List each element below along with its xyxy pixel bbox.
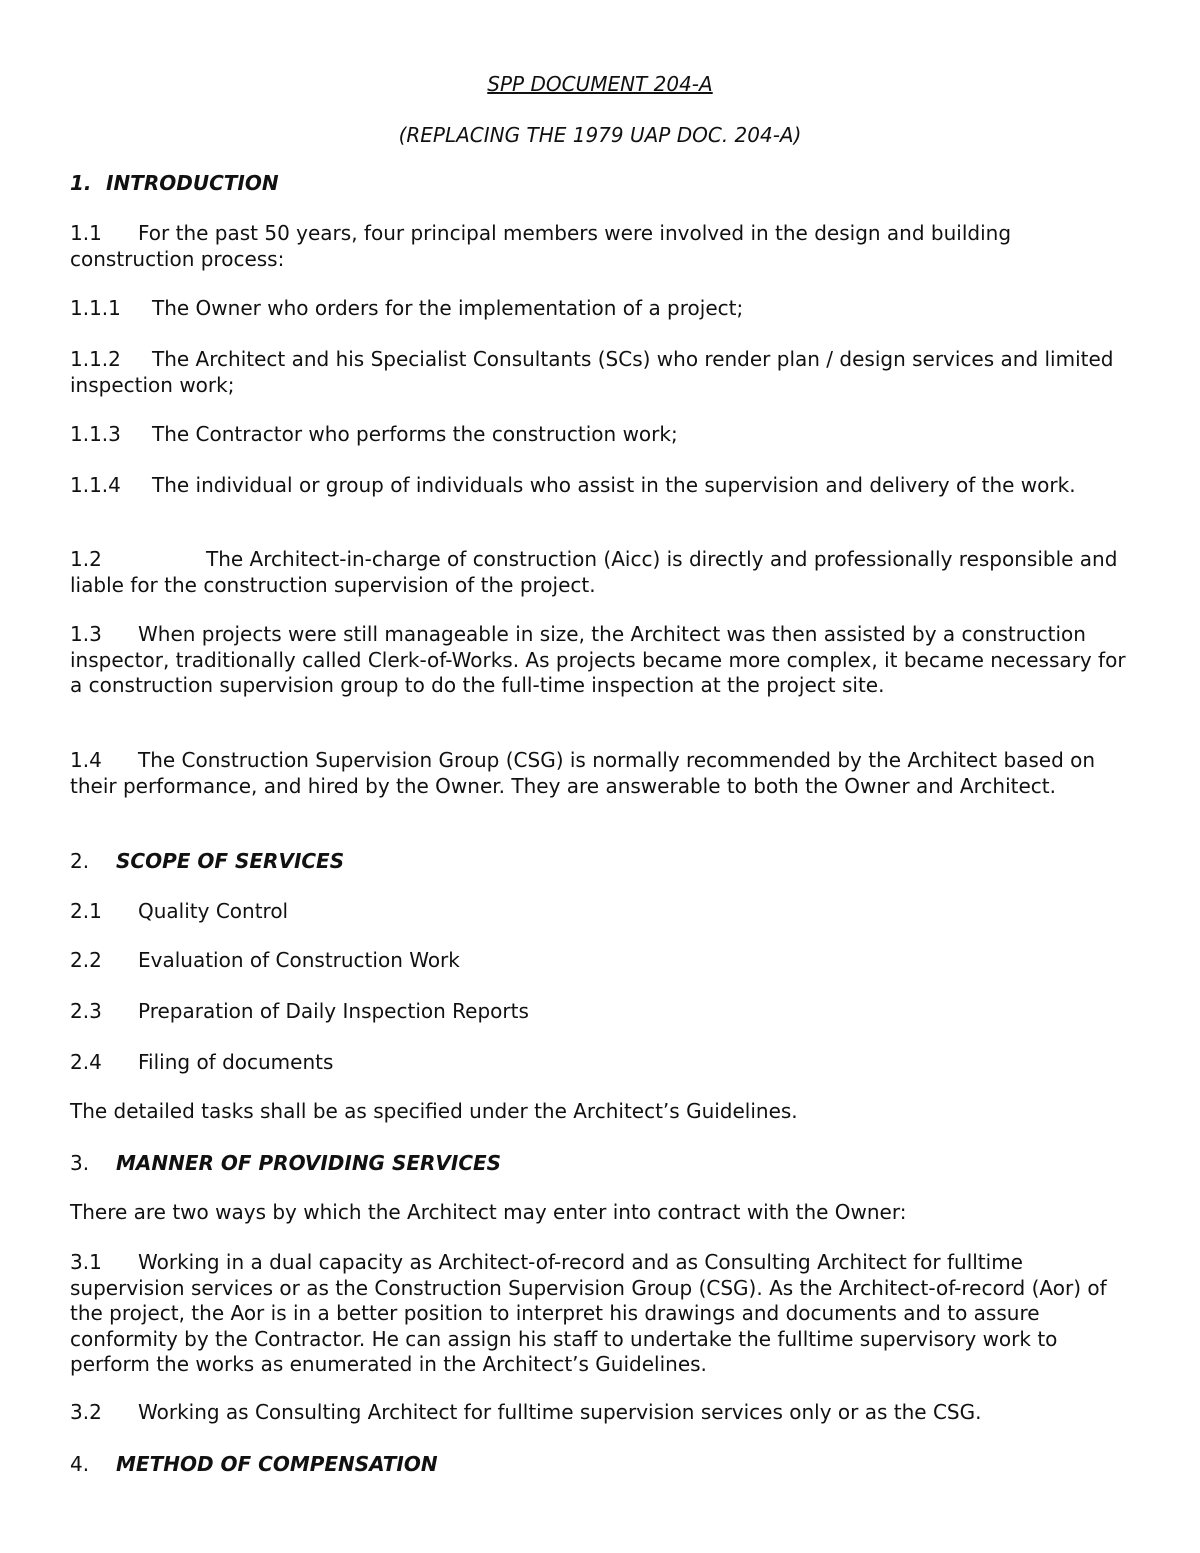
paragraph-text: Working as Consulting Architect for fulltime supervision services only or as the CSG. — [138, 1400, 982, 1424]
paragraph-1-3 — [70, 622, 1130, 699]
section-1-heading — [70, 170, 279, 196]
paragraph-3-2 — [70, 1400, 1130, 1426]
item-text: Evaluation of Construction Work — [138, 948, 460, 972]
document-subtitle: (REPLACING THE 1979 UAP DOC. 204-A) — [398, 123, 802, 147]
section-3-intro: There are two ways by which the Architect may enter into contract with the Owner: — [70, 1200, 907, 1224]
paragraph-text: The Contractor who performs the construction work; — [152, 422, 678, 446]
paragraph-number: 1.1.1 — [70, 296, 121, 320]
paragraph-number: 1.1.2 — [70, 347, 121, 371]
paragraph-text: When projects were still manageable in size, the Architect was then assisted by a construction inspector, traditionally called Clerk-of-Works. As projects became more complex, it became necessary for a construction supervision group to do the full-time inspection at the project site. — [70, 622, 1126, 697]
paragraph-text: The Architect and his Specialist Consultants (SCs) who render plan / design services and limited inspection work; — [70, 347, 1114, 397]
item-text: Quality Control — [138, 899, 289, 923]
paragraph-1-1-4 — [70, 473, 1130, 499]
paragraph-number: 1.3 — [70, 622, 102, 646]
paragraph-number: 1.1.4 — [70, 473, 121, 497]
paragraph-text: Working in a dual capacity as Architect-of-record and as Consulting Architect for fulltime supervision services or as the Construction Supervision Group (CSG). As the Architect-of-record (Aor) of the project, the Aor is in a better position to interpret his drawings and documents and to assure conformity by the Contractor. He can assign his staff to undertake the fulltime supervisory work to perform the works as enumerated in the Architect’s Guidelines. — [70, 1250, 1107, 1376]
section-2-heading — [70, 848, 344, 874]
paragraph-number: 1.1 — [70, 221, 102, 245]
paragraph-text: The Owner who orders for the implementation of a project; — [152, 296, 744, 320]
paragraph-number: 1.2 — [70, 547, 102, 571]
paragraph-text: The Construction Supervision Group (CSG) is normally recommended by the Architect based on their performance, and hired by the Owner. They are answerable to both the Owner and Architect. — [70, 748, 1096, 798]
section-title: METHOD OF COMPENSATION — [116, 1452, 438, 1476]
list-item — [70, 999, 1130, 1025]
item-number: 2.4 — [70, 1050, 102, 1074]
section-number: 2. — [70, 849, 90, 873]
paragraph-text: The individual or group of individuals who assist in the supervision and delivery of the work. — [152, 473, 1076, 497]
list-item — [70, 1050, 1130, 1076]
section-3-heading — [70, 1150, 501, 1176]
paragraph-1-1-2 — [70, 347, 1130, 398]
paragraph-text: The Architect-in-charge of construction (Aicc) is directly and professionally responsible and liable for the construction supervision of the project. — [70, 547, 1118, 597]
item-text: Preparation of Daily Inspection Reports — [138, 999, 529, 1023]
section-title: MANNER OF PROVIDING SERVICES — [116, 1151, 502, 1175]
paragraph-1-2 — [70, 547, 1130, 598]
section-number: 3. — [70, 1151, 90, 1175]
paragraph-1-4 — [70, 748, 1130, 799]
item-number: 2.1 — [70, 899, 102, 923]
paragraph-1-1-3 — [70, 422, 1130, 448]
section-title: SCOPE OF SERVICES — [116, 849, 345, 873]
paragraph-number: 3.2 — [70, 1400, 102, 1424]
paragraph-text: For the past 50 years, four principal members were involved in the design and building construction process: — [70, 221, 1012, 271]
item-number: 2.2 — [70, 948, 102, 972]
paragraph-3-1 — [70, 1250, 1132, 1378]
section-number: 1. — [70, 171, 92, 195]
document-title: SPP DOCUMENT 204-A — [487, 72, 713, 96]
paragraph-number: 1.4 — [70, 748, 102, 772]
section-title: INTRODUCTION — [106, 171, 279, 195]
paragraph-number: 1.1.3 — [70, 422, 121, 446]
section-4-heading — [70, 1451, 438, 1477]
section-number: 4. — [70, 1452, 90, 1476]
item-number: 2.3 — [70, 999, 102, 1023]
paragraph-number: 3.1 — [70, 1250, 102, 1274]
list-item — [70, 899, 1130, 925]
section-2-note: The detailed tasks shall be as specified under the Architect’s Guidelines. — [70, 1099, 798, 1123]
item-text: Filing of documents — [138, 1050, 334, 1074]
list-item — [70, 948, 1130, 974]
paragraph-1-1 — [70, 221, 1130, 272]
paragraph-1-1-1 — [70, 296, 1130, 322]
